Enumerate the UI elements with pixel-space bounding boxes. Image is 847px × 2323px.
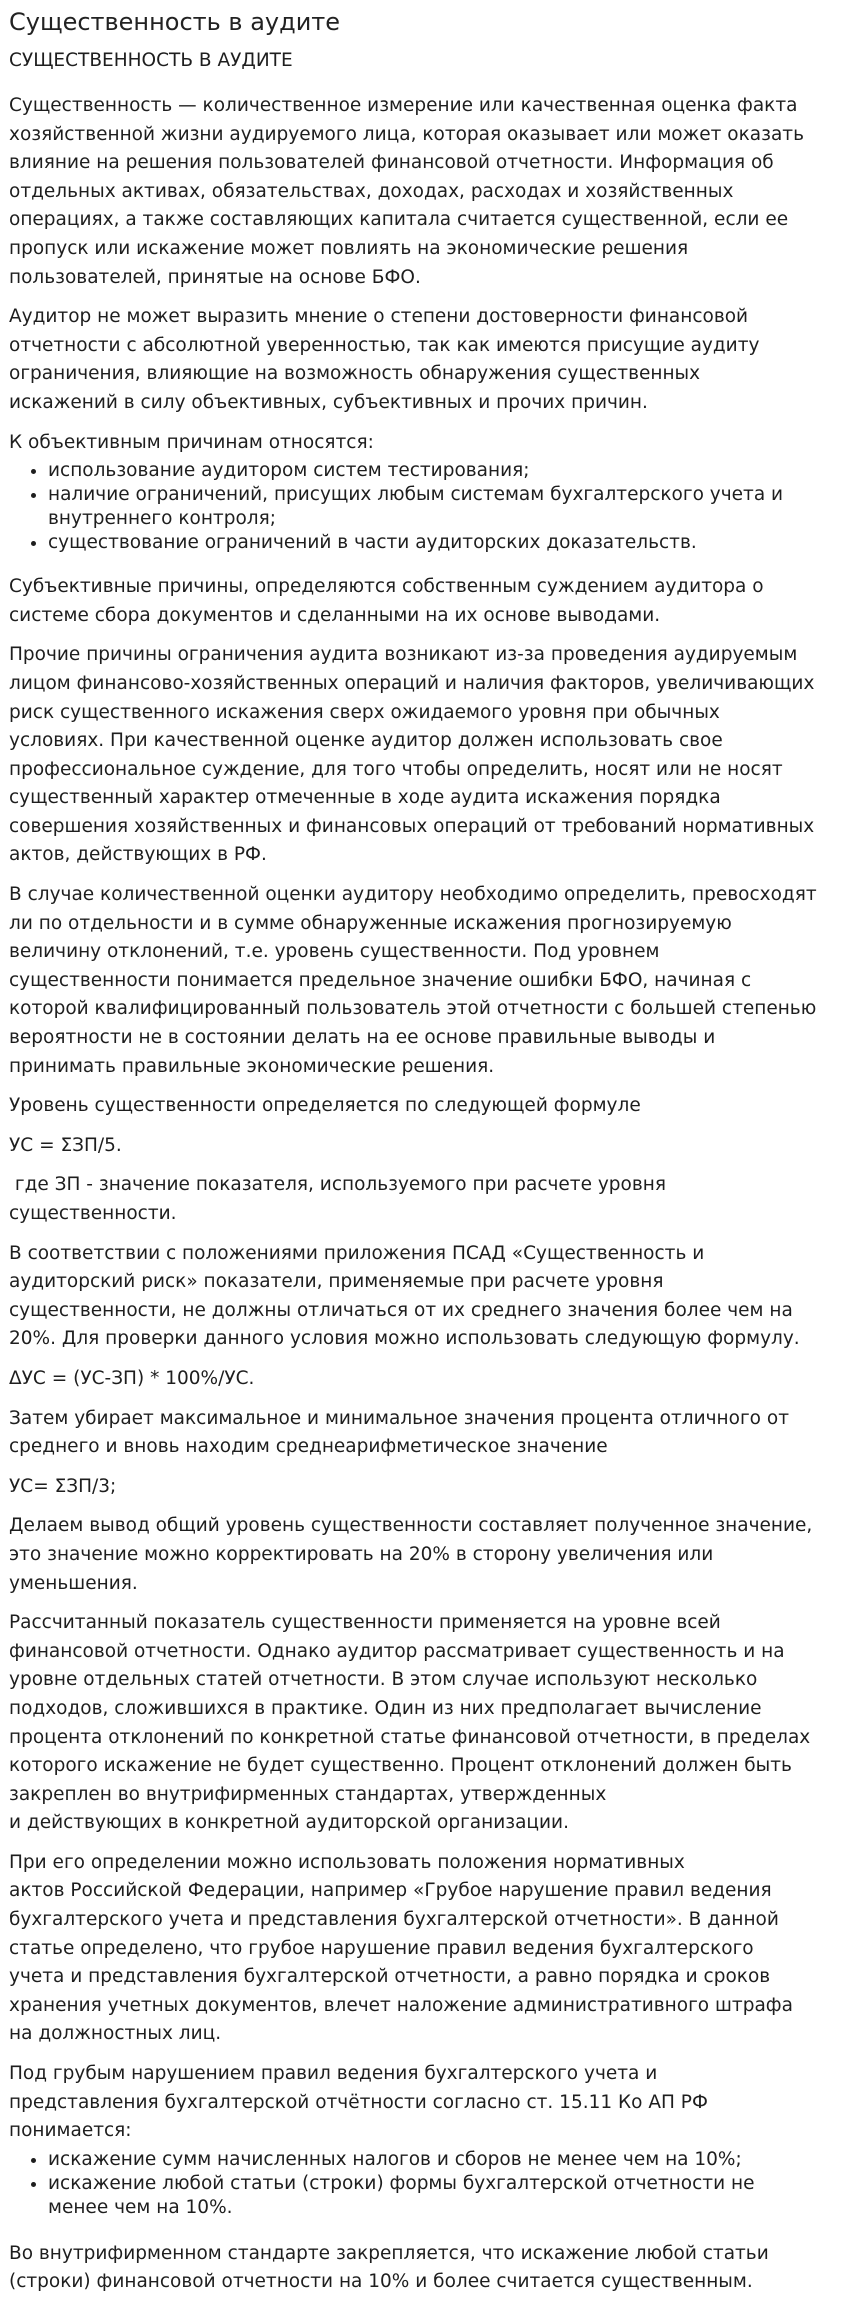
paragraph-subjective-reasons [9, 573, 838, 630]
paragraph-regulatory-acts [9, 1849, 838, 2049]
text-line: пользователей, принятые на основе БФО. [9, 266, 421, 288]
text-line: вероятности не в состоянии делать на ее основе правильные выводы и [9, 1027, 716, 1049]
text-line: наличие ограничений, присущих любым системам бухгалтерского учета и [48, 484, 784, 506]
paragraph-quantitative-assessment [9, 881, 838, 1081]
paragraph-formula-intro: Уровень существенности определяется по следующей формуле [9, 1095, 641, 1117]
paragraph-formula-legend [9, 1171, 838, 1228]
text-line: профессиональное суждение, для того чтобы определить, носят или не носят [9, 758, 783, 780]
paragraph-remove-extremes [9, 1405, 838, 1462]
formula-deviation: ΔУС = (УС-ЗП) * 100%/УС. [9, 1367, 255, 1389]
text-line: где ЗП - значение показателя, используемого при расчете уровня [9, 1174, 666, 1196]
paragraph-gross-violation [9, 2060, 838, 2146]
text-line: Прочие причины ограничения аудита возникают из-за проведения аудируемым [9, 644, 798, 666]
objective-reasons-list [9, 459, 838, 555]
text-line: понимается: [9, 2120, 132, 2142]
text-line: уменьшения. [9, 1572, 138, 1594]
list-item [48, 2172, 838, 2220]
text-line: среднего и вновь находим среднеарифметическое значение [9, 1436, 608, 1458]
paragraph-psad-reference [9, 1240, 838, 1354]
list-item: • искажение сумм начисленных налогов и сборов не менее чем на 10%; [48, 2148, 838, 2172]
text-line: При его определении можно использовать положения нормативных [9, 1851, 685, 1873]
list-item: • существование ограничений в части аудиторских доказательств. [48, 531, 838, 555]
paragraph-statement-level [9, 1609, 838, 1838]
text-line: отчетности с абсолютной уверенностью, так как имеются присущие аудиту [9, 334, 760, 356]
text-line: внутреннего контроля; [48, 508, 276, 530]
gross-violation-list [9, 2148, 838, 2220]
text-line: процента отклонений по конкретной статье финансовой отчетности, в пределах [9, 1726, 811, 1748]
text-line: 20%. Для проверки данного условия можно использовать следующую формулу. [9, 1328, 800, 1350]
text-line: существенности, не должны отличаться от их среднего значения более чем на [9, 1299, 793, 1321]
text-line: (строки) финансовой отчетности на 10% и более считается существенным. [9, 2271, 753, 2293]
paragraph-objective-reasons-intro: К объективным причинам относятся: [9, 431, 374, 453]
text-line: операциях, а также составляющих капитала считается существенной, если ее [9, 209, 789, 231]
text-line: аудиторский риск» показатели, применяемые при расчете уровня [9, 1271, 664, 1293]
text-line: искажение любой статьи (строки) формы бухгалтерской отчетности не [48, 2172, 755, 2194]
paragraph-internal-standard [9, 2240, 838, 2297]
page-title: Существенность в аудите [9, 8, 341, 36]
text-line: В соответствии с положениями приложения ПСАД «Существенность и [9, 1242, 705, 1264]
text-line: системе сбора документов и сделанными на их основе выводами. [9, 604, 661, 626]
text-line: существенности. [9, 1203, 177, 1224]
section-heading: СУЩЕСТВЕННОСТЬ В АУДИТЕ [9, 50, 293, 71]
text-line: закреплен во внутрифирменных стандартах, утвержденных [9, 1783, 607, 1805]
text-line: В случае количественной оценки аудитору необходимо определить, превосходят [9, 884, 817, 906]
paragraph-conclusion [9, 1512, 838, 1598]
text-line: влияние на решения пользователей финансовой отчетности. Информация об [9, 152, 774, 174]
text-line: Во внутрифирменном стандарте закрепляется, что искажение любой статьи [9, 2242, 769, 2264]
text-line: ограничения, влияющие на возможность обнаружения существенных [9, 363, 701, 385]
text-line: существенный характер отмеченные в ходе аудита искажения порядка [9, 787, 721, 809]
paragraph-other-reasons [9, 641, 838, 870]
text-line: менее чем на 10%. [48, 2196, 233, 2218]
text-line: бухгалтерского учета и представления бухгалтерской отчетности». В данной [9, 1909, 779, 1931]
text-line: актов, действующих в РФ. [9, 844, 267, 866]
text-line: риск существенного искажения сверх ожидаемого уровня при обычных [9, 701, 720, 723]
text-line: искажений в силу объективных, субъективных и прочих причин. [9, 391, 648, 413]
list-item: • использование аудитором систем тестирования; [48, 459, 838, 483]
paragraph-materiality-definition [9, 92, 838, 292]
text-line: хозяйственной жизни аудируемого лица, которая оказывает или может оказать [9, 123, 804, 145]
text-line: отдельных активах, обязательствах, доходах, расходах и хозяйственных [9, 180, 734, 202]
formula-average: УС= ΣЗП/3; [9, 1475, 117, 1497]
text-line: актов Российской Федерации, например «Грубое нарушение правил ведения [9, 1880, 772, 1902]
text-line: это значение можно корректировать на 20% в сторону увеличения или [9, 1543, 714, 1565]
text-line: представления бухгалтерской отчётности согласно ст. 15.11 Ко АП РФ [9, 2091, 708, 2113]
text-line: подходов, сложившихся в практике. Один из них предполагает вычисление [9, 1697, 762, 1719]
formula-materiality-level: УС = ΣЗП/5. [9, 1134, 122, 1156]
paragraph-audit-limitations [9, 303, 838, 417]
text-line: финансовой отчетности. Однако аудитор рассматривает существенность и на [9, 1640, 785, 1662]
text-line: Субъективные причины, определяются собственным суждением аудитора о [9, 576, 764, 598]
text-line: Рассчитанный показатель существенности применяется на уровне всей [9, 1612, 721, 1634]
text-line: учета и представления бухгалтерской отчетности, а равно порядка и сроков [9, 1966, 771, 1988]
text-line: лицом финансово-хозяйственных операций и наличия факторов, увеличивающих [9, 672, 815, 694]
text-line: принимать правильные экономические решения. [9, 1055, 495, 1077]
text-line: и действующих в конкретной аудиторской организации. [9, 1812, 569, 1834]
text-line: Делаем вывод общий уровень существенности составляет полученное значение, [9, 1515, 813, 1537]
text-line: хранения учетных документов, влечет наложение административного штрафа [9, 1994, 793, 2016]
text-line: совершения хозяйственных и финансовых операций от требований нормативных [9, 815, 815, 837]
text-line: которой квалифицированный пользователь этой отчетности с большей степенью [9, 998, 817, 1020]
text-line: Существенность — количественное измерение или качественная оценка факта [9, 95, 798, 116]
text-line: статье определено, что грубое нарушение правил ведения бухгалтерского [9, 1937, 754, 1959]
text-line: которого искажение не будет существенно. Процент отклонений должен быть [9, 1755, 792, 1777]
text-line: на должностных лиц. [9, 2023, 222, 2045]
text-line: пропуск или искажение может повлиять на экономические решения [9, 237, 689, 259]
text-line: уровне отдельных статей отчетности. В этом случае используют несколько [9, 1669, 758, 1691]
text-line: Аудитор не может выразить мнение о степени достоверности финансовой [9, 306, 749, 328]
list-item [48, 483, 838, 531]
text-line: Затем убирает максимальное и минимальное значения процента отличного от [9, 1407, 789, 1429]
text-line: условиях. При качественной оценке аудитор должен использовать свое [9, 730, 723, 752]
text-line: величину отклонений, т.е. уровень существенности. Под уровнем [9, 941, 660, 963]
text-line: ли по отдельности и в сумме обнаруженные искажения прогнозируемую [9, 912, 732, 934]
text-line: существенности понимается предельное значение ошибки БФО, начиная с [9, 969, 752, 991]
text-line: Под грубым нарушением правил ведения бухгалтерского учета и [9, 2063, 658, 2085]
